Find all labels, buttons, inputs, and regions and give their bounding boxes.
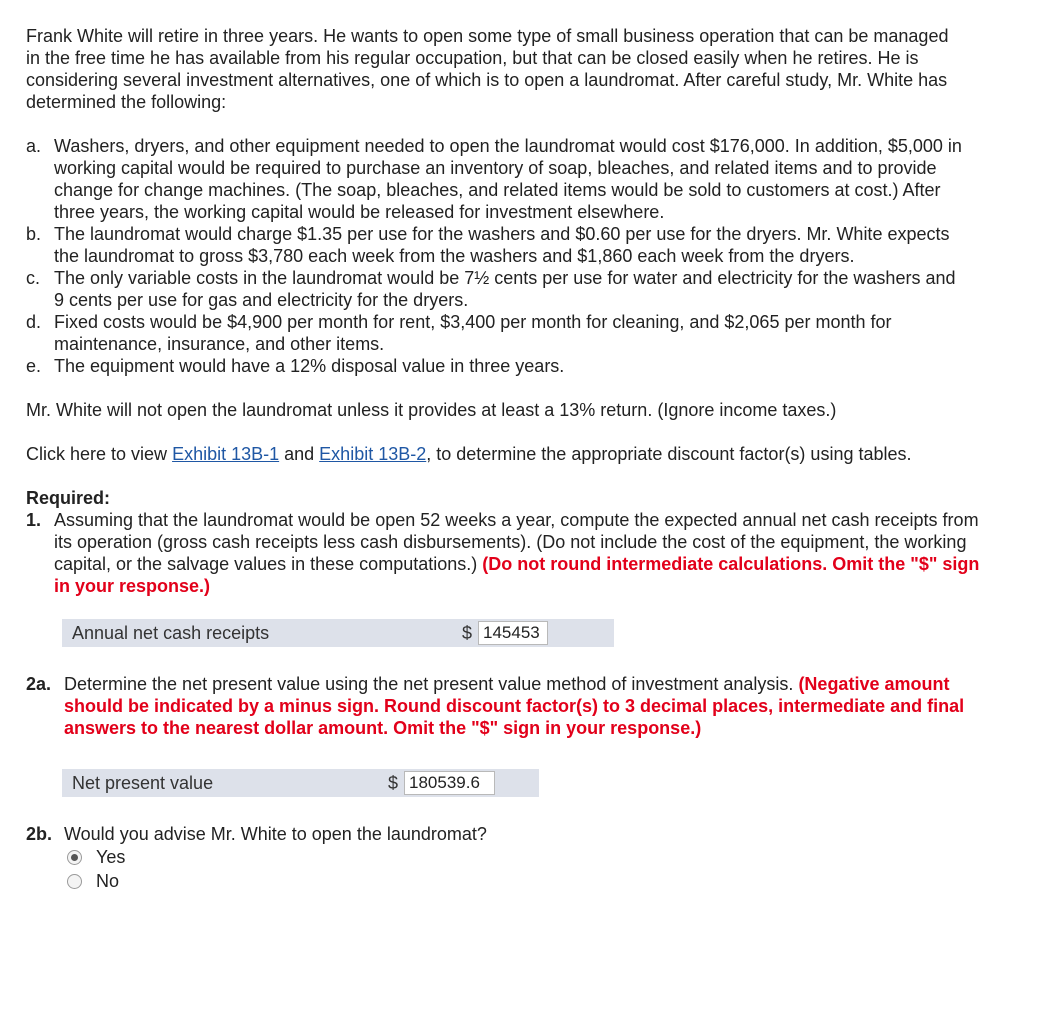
option-label: Yes bbox=[96, 847, 126, 867]
item-letter: c. bbox=[26, 268, 41, 288]
item-text: The laundromat would charge $1.35 per use for the washers and $0.60 per use for the dryers. Mr. White expects the laundromat to gross $3,780 each week from the washers and $1,860 each week from the dryers. bbox=[54, 224, 950, 266]
question-text: Assuming that the laundromat would be open 52 weeks a year, compute the expected annual net cash receipts from its operation (gross cash receipts less cash disbursements). (Do not include the cost of the equipment, the working capital, or the salvage values in these computations.) bbox=[54, 510, 979, 574]
question-instruction: (Do not round intermediate calculations. Omit the "$" sign in your response.) bbox=[54, 554, 980, 596]
list-item bbox=[26, 355, 964, 377]
item-letter: b. bbox=[26, 224, 42, 244]
currency-sign: $ bbox=[462, 623, 473, 643]
exhibit-suffix: , to determine the appropriate discount factor(s) using tables. bbox=[426, 444, 912, 464]
item-text: The only variable costs in the laundromat would be 7½ cents per use for water and electricity for the washers and 9 cents per use for gas and electricity for the dryers. bbox=[54, 268, 956, 310]
question-2a bbox=[26, 673, 994, 739]
exhibit-middle: and bbox=[279, 444, 320, 464]
item-text: The equipment would have a 12% disposal value in three years. bbox=[54, 356, 565, 376]
answer-label: Net present value bbox=[72, 773, 214, 793]
required-heading: Required: bbox=[26, 488, 111, 508]
question-1 bbox=[26, 509, 984, 597]
facts-list bbox=[26, 135, 966, 377]
question-number: 2a. bbox=[26, 674, 52, 694]
option-label: No bbox=[96, 871, 120, 891]
list-item bbox=[26, 311, 964, 355]
question-text: Would you advise Mr. White to open the laundromat? bbox=[64, 824, 487, 844]
exhibit-prefix: Click here to view bbox=[26, 444, 173, 464]
question-number: 2b. bbox=[26, 824, 53, 844]
list-item bbox=[26, 135, 964, 223]
answer-label: Annual net cash receipts bbox=[72, 623, 270, 643]
question-text: Determine the net present value using the net present value method of investment analysis. bbox=[64, 674, 799, 694]
exhibit-13b-2-link[interactable]: Exhibit 13B-2 bbox=[319, 444, 427, 464]
item-text: Washers, dryers, and other equipment needed to open the laundromat would cost $176,000. In addition, $5,000 in working capital would be required to purchase an inventory of soap, bleaches, and related items and to provide change for change machines. (The soap, bleaches, and related items would be sold to customers at cost.) After three years, the working capital would be released for investment elsewhere. bbox=[54, 136, 962, 222]
no-radio-button[interactable] bbox=[67, 874, 82, 889]
item-text: Fixed costs would be $4,900 per month for rent, $3,400 per month for cleaning, and $2,065 per month for maintenance, insurance, and other items. bbox=[54, 312, 892, 354]
option-no[interactable] bbox=[67, 869, 966, 893]
question-instruction: (Negative amount should be indicated by a minus sign. Round discount factor(s) to 3 decimal places, intermediate and final answers to the nearest dollar amount. Omit the "$" sign in your response.) bbox=[64, 674, 965, 738]
item-letter: e. bbox=[26, 356, 42, 376]
item-letter: d. bbox=[26, 312, 42, 332]
net-present-value-input[interactable] bbox=[404, 771, 495, 795]
option-yes[interactable] bbox=[67, 845, 966, 869]
net-present-value-row bbox=[62, 769, 539, 797]
intro-paragraph: Frank White will retire in three years. He wants to open some type of small business operation that can be managed in the free time he has available from his regular occupation, but that can be closed easily when he retires. He is considering several investment alternatives, one of which is to open a laundromat. After careful study, Mr. White has determined the following: bbox=[26, 26, 949, 112]
currency-sign: $ bbox=[388, 773, 399, 793]
exhibit-13b-1-link[interactable]: Exhibit 13B-1 bbox=[172, 444, 280, 464]
list-item bbox=[26, 223, 964, 267]
yes-radio-button[interactable] bbox=[67, 850, 82, 865]
item-letter: a. bbox=[26, 136, 42, 156]
return-requirement-note: Mr. White will not open the laundromat unless it provides at least a 13% return. (Ignore income taxes.) bbox=[26, 400, 837, 420]
list-item bbox=[26, 267, 964, 311]
question-2b bbox=[26, 823, 994, 845]
annual-net-cash-receipts-input[interactable] bbox=[478, 621, 548, 645]
exhibit-paragraph bbox=[26, 443, 956, 465]
annual-net-cash-receipts-row bbox=[62, 619, 614, 647]
question-number: 1. bbox=[26, 510, 42, 530]
